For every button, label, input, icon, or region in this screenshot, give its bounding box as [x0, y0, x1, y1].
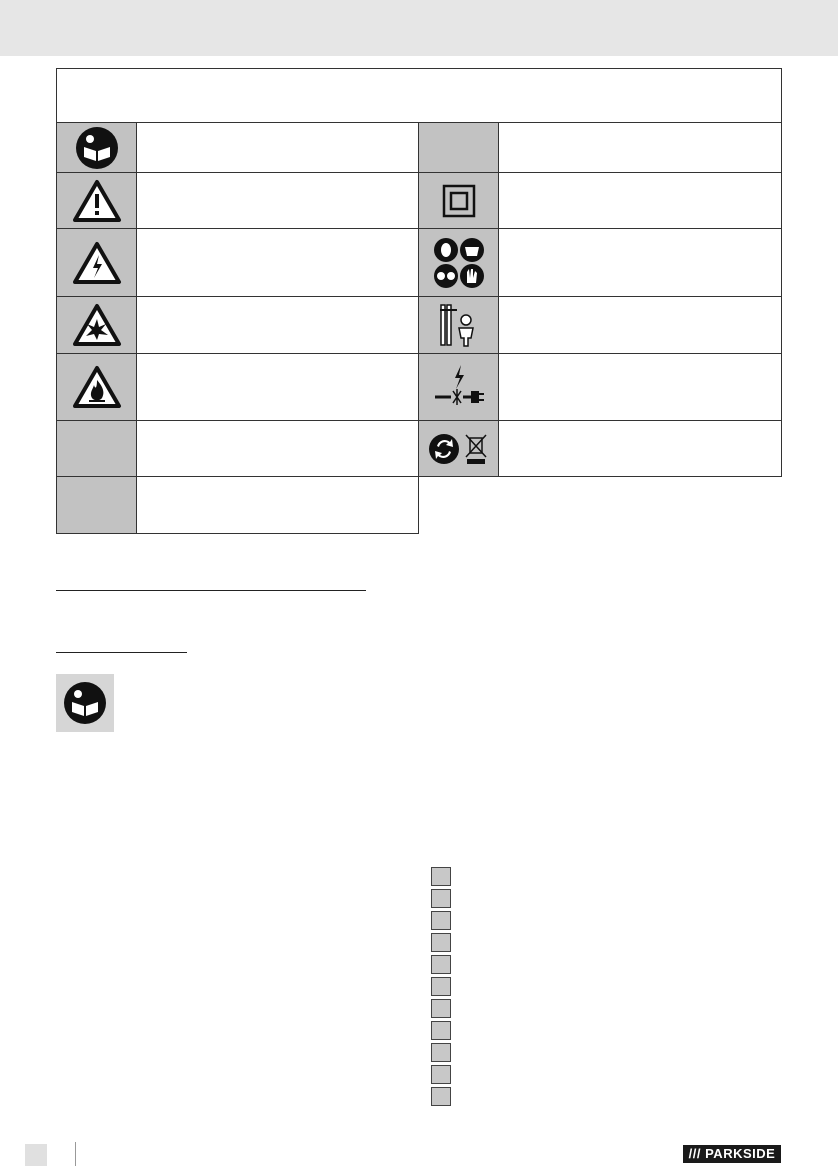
symbols-table	[56, 68, 782, 534]
keep-children-away-icon	[418, 296, 499, 354]
symbol-description	[136, 296, 419, 354]
symbol-description	[136, 420, 419, 477]
table-header	[56, 68, 782, 123]
symbol-description	[136, 353, 419, 421]
brand-logo: /// PARKSIDE	[683, 1145, 781, 1163]
page-header-band	[0, 0, 838, 56]
part-number-box	[431, 955, 451, 974]
part-number-box	[431, 1087, 451, 1106]
symbol-cell-empty	[56, 420, 137, 477]
part-number-box	[431, 867, 451, 886]
symbol-description	[498, 420, 782, 477]
symbol-description	[498, 122, 782, 173]
damaged-cable-unplug-icon	[418, 353, 499, 421]
recycling-disposal-icon	[418, 420, 499, 477]
part-number-box	[431, 1065, 451, 1084]
part-number-box	[431, 999, 451, 1018]
symbol-description	[498, 228, 782, 297]
part-number-box	[431, 933, 451, 952]
section-heading-underline	[56, 590, 366, 591]
part-number-box	[431, 977, 451, 996]
footer-divider	[75, 1142, 76, 1166]
subsection-heading-underline	[56, 652, 187, 653]
symbol-cell-empty	[56, 476, 137, 534]
fire-warning-icon	[56, 353, 137, 421]
protection-class-ii-icon	[418, 172, 499, 229]
read-manual-icon	[56, 674, 114, 732]
symbol-description	[498, 296, 782, 354]
symbol-description	[498, 353, 782, 421]
part-number-box	[431, 1021, 451, 1040]
symbol-cell-empty	[418, 122, 499, 173]
part-number-box	[431, 1043, 451, 1062]
read-manual-icon	[56, 122, 137, 173]
warning-icon	[56, 172, 137, 229]
part-number-box	[431, 911, 451, 930]
electric-shock-warning-icon	[56, 228, 137, 297]
page-number-box	[25, 1144, 47, 1166]
symbol-description	[136, 172, 419, 229]
part-number-box	[431, 889, 451, 908]
symbol-description	[498, 172, 782, 229]
protective-equipment-icon	[418, 228, 499, 297]
symbol-description	[136, 122, 419, 173]
explosion-warning-icon	[56, 296, 137, 354]
symbol-description	[136, 228, 419, 297]
symbol-description	[136, 476, 419, 534]
